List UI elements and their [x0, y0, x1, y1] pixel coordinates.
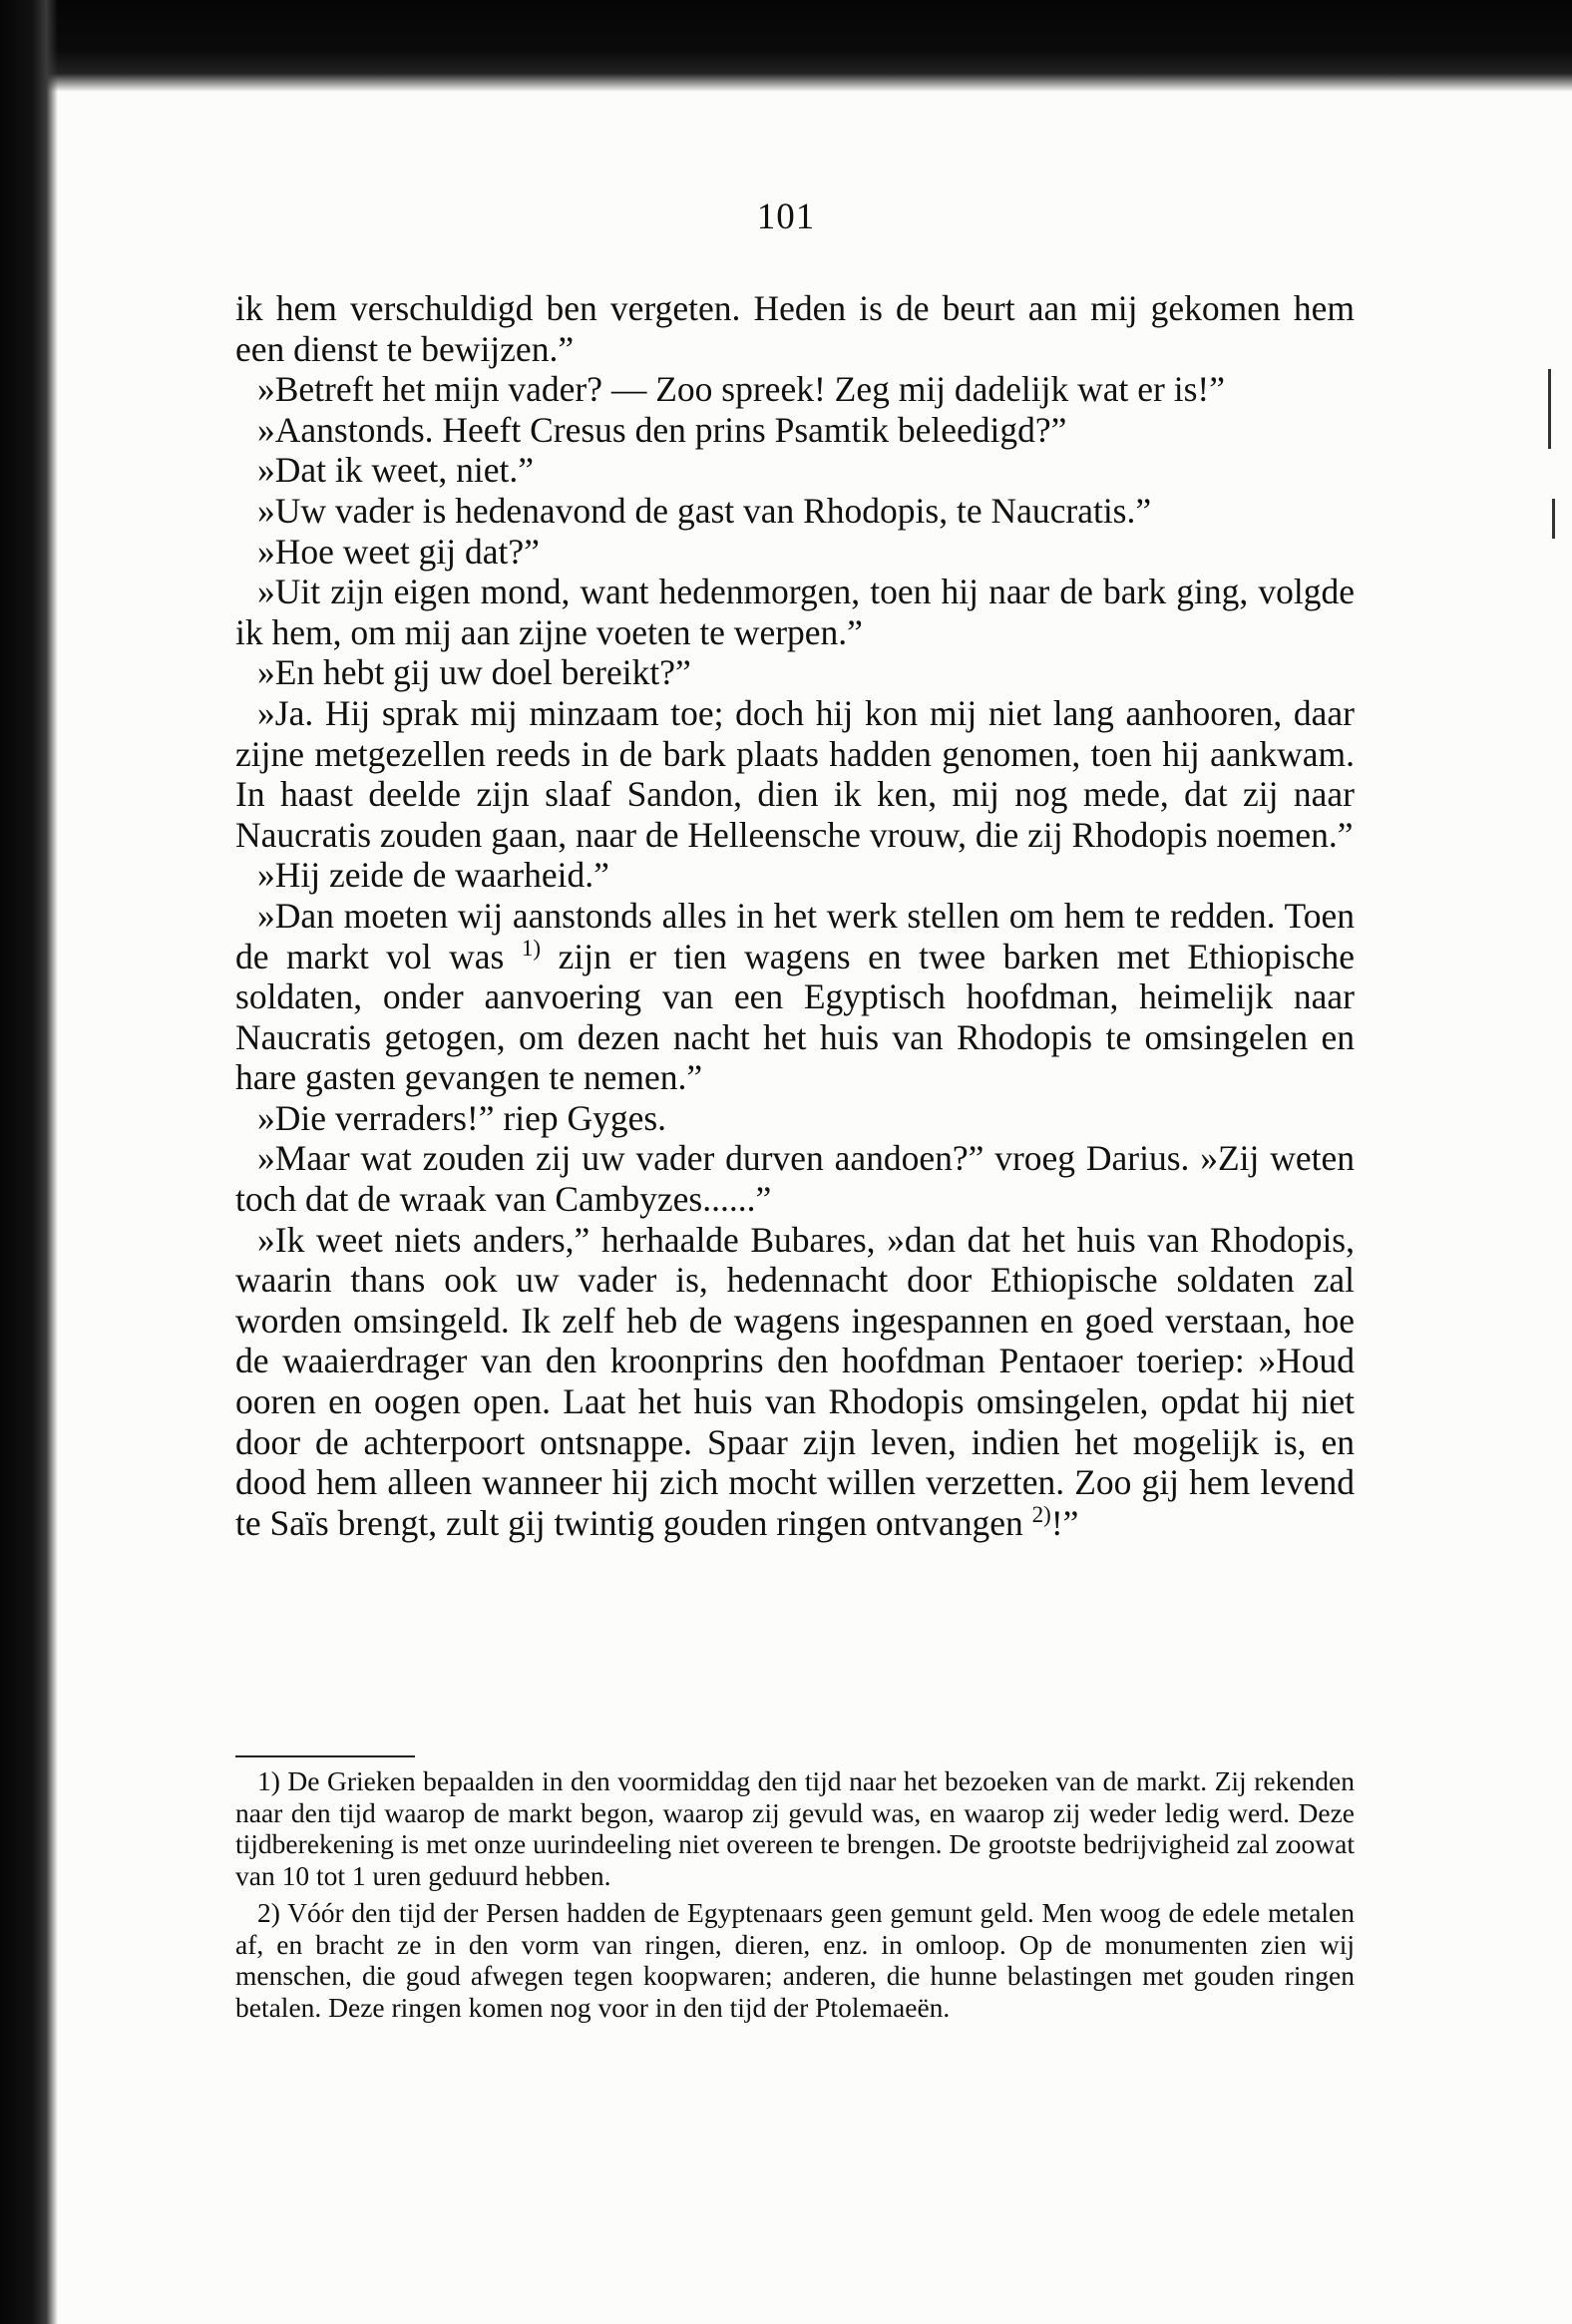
paragraph: »Dat ik weet, niet.”: [257, 450, 534, 491]
paragraph: »Uit zijn eigen mond, want hedenmorgen, toen hij naar de bark ging, volgde ik hem, om mij aan zijne voeten te werpen.”: [235, 572, 1355, 652]
footnote-divider: [235, 1755, 415, 1757]
footnote: 1) De Grieken bepaalden in den voormiddag den tijd naar het bezoeken van de markt. Zij rekenden naar den tijd waarop de markt begon, waarop zij gevuld was, en waarop zij weder ledig werd. Deze tijdberekening is met onze uurindeeling niet overeen te brengen. De grootste bedrijvigheid zal zoowat van 10 tot 1 uren geduurd hebben.: [235, 1765, 1355, 1891]
paragraph-text: »Dan moeten wij aanstonds alles in het werk stellen om hem te redden. Toen de markt vol was: [235, 895, 1355, 976]
footnote-reference: 1): [521, 934, 542, 961]
paragraph: »Hij zeide de waarheid.”: [257, 855, 609, 896]
footnote: 2) Vóór den tijd der Persen hadden de Egyptenaars geen gemunt geld. Men woog de edele metalen af, en bracht ze in den vorm van ringen, dieren, enz. in omloop. Op de monumenten zien wij menschen, die goud afwegen tegen koopwaren; anderen, die hunne belastingen met gouden ringen betalen. Deze ringen komen nog voor in den tijd der Ptolemaeën.: [235, 1897, 1355, 2023]
paragraph: [235, 896, 1355, 1098]
paragraph: »Die verraders!” riep Gyges.: [257, 1097, 667, 1138]
paragraph: »Hoe weet gij dat?”: [257, 531, 540, 572]
scan-border-top: [0, 0, 1572, 92]
paragraph: ik hem verschuldigd ben vergeten. Heden is de beurt aan mij gekomen hem een dienst te bewijzen.”: [235, 288, 1355, 369]
paragraph: »Aanstonds. Heeft Cresus den prins Psamtik beleedigd?”: [257, 409, 1067, 450]
paragraph-text: zijn er tien wagens en twee barken met Ethiopische soldaten, onder aanvoering van een Egyptisch hoofdman, heimelijk naar Naucratis getogen, om dezen nacht het huis van Rhodopis te omsingelen en hare gasten gevangen te nemen.”: [235, 936, 1355, 1098]
footnotes: [235, 1765, 1355, 2029]
paragraph-text: »Ik weet niets anders,” herhaalde Bubares, »dan dat het huis van Rhodopis, waarin thans ook uw vader is, hedennacht door Ethiopische soldaten zal worden omsingeld. Ik zelf heb de wagens ingespannen en goed verstaan, hoe de waaierdrager van den kroonprins den hoofdman Pentaoer toeriep: »Houd ooren en oogen open. Laat het huis van Rhodopis omsingelen, opdat hij niet door de achterpoort ontsnappe. Spaar zijn leven, indien het mogelijk is, en dood hem alleen wanneer hij zich mocht willen verzetten. Zoo gij hem levend te Saïs brengt, zult gij twintig gouden ringen ontvangen: [235, 1219, 1355, 1543]
scan-mark: [1548, 369, 1551, 449]
paragraph: »Uw vader is hedenavond de gast van Rhodopis, te Naucratis.”: [257, 490, 1152, 531]
paragraph: »En hebt gij uw doel bereikt?”: [257, 652, 691, 693]
scan-mark: [1552, 499, 1555, 539]
paragraph: [235, 1220, 1355, 1544]
paragraph: »Betreft het mijn vader? — Zoo spreek! Zeg mij dadelijk wat er is!”: [257, 369, 1225, 410]
scan-border-left: [0, 0, 58, 2324]
page-number: 101: [756, 196, 816, 237]
paragraph-text: !”: [1050, 1502, 1079, 1543]
main-text: [235, 288, 1355, 1543]
footnote-reference: 2): [1031, 1500, 1051, 1527]
paragraph: »Maar wat zouden zij uw vader durven aandoen?” vroeg Darius. »Zij weten toch dat de wraak van Cambyzes......”: [235, 1138, 1355, 1220]
paragraph: »Ja. Hij sprak mij minzaam toe; doch hij kon mij niet lang aanhooren, daar zijne metgezellen reeds in de bark plaats hadden genomen, toen hij aankwam. In haast deelde zijn slaaf Sandon, dien ik ken, mij nog mede, dat zij naar Naucratis zouden gaan, naar de Helleensche vrouw, die zij Rhodopis noemen.”: [235, 692, 1355, 855]
